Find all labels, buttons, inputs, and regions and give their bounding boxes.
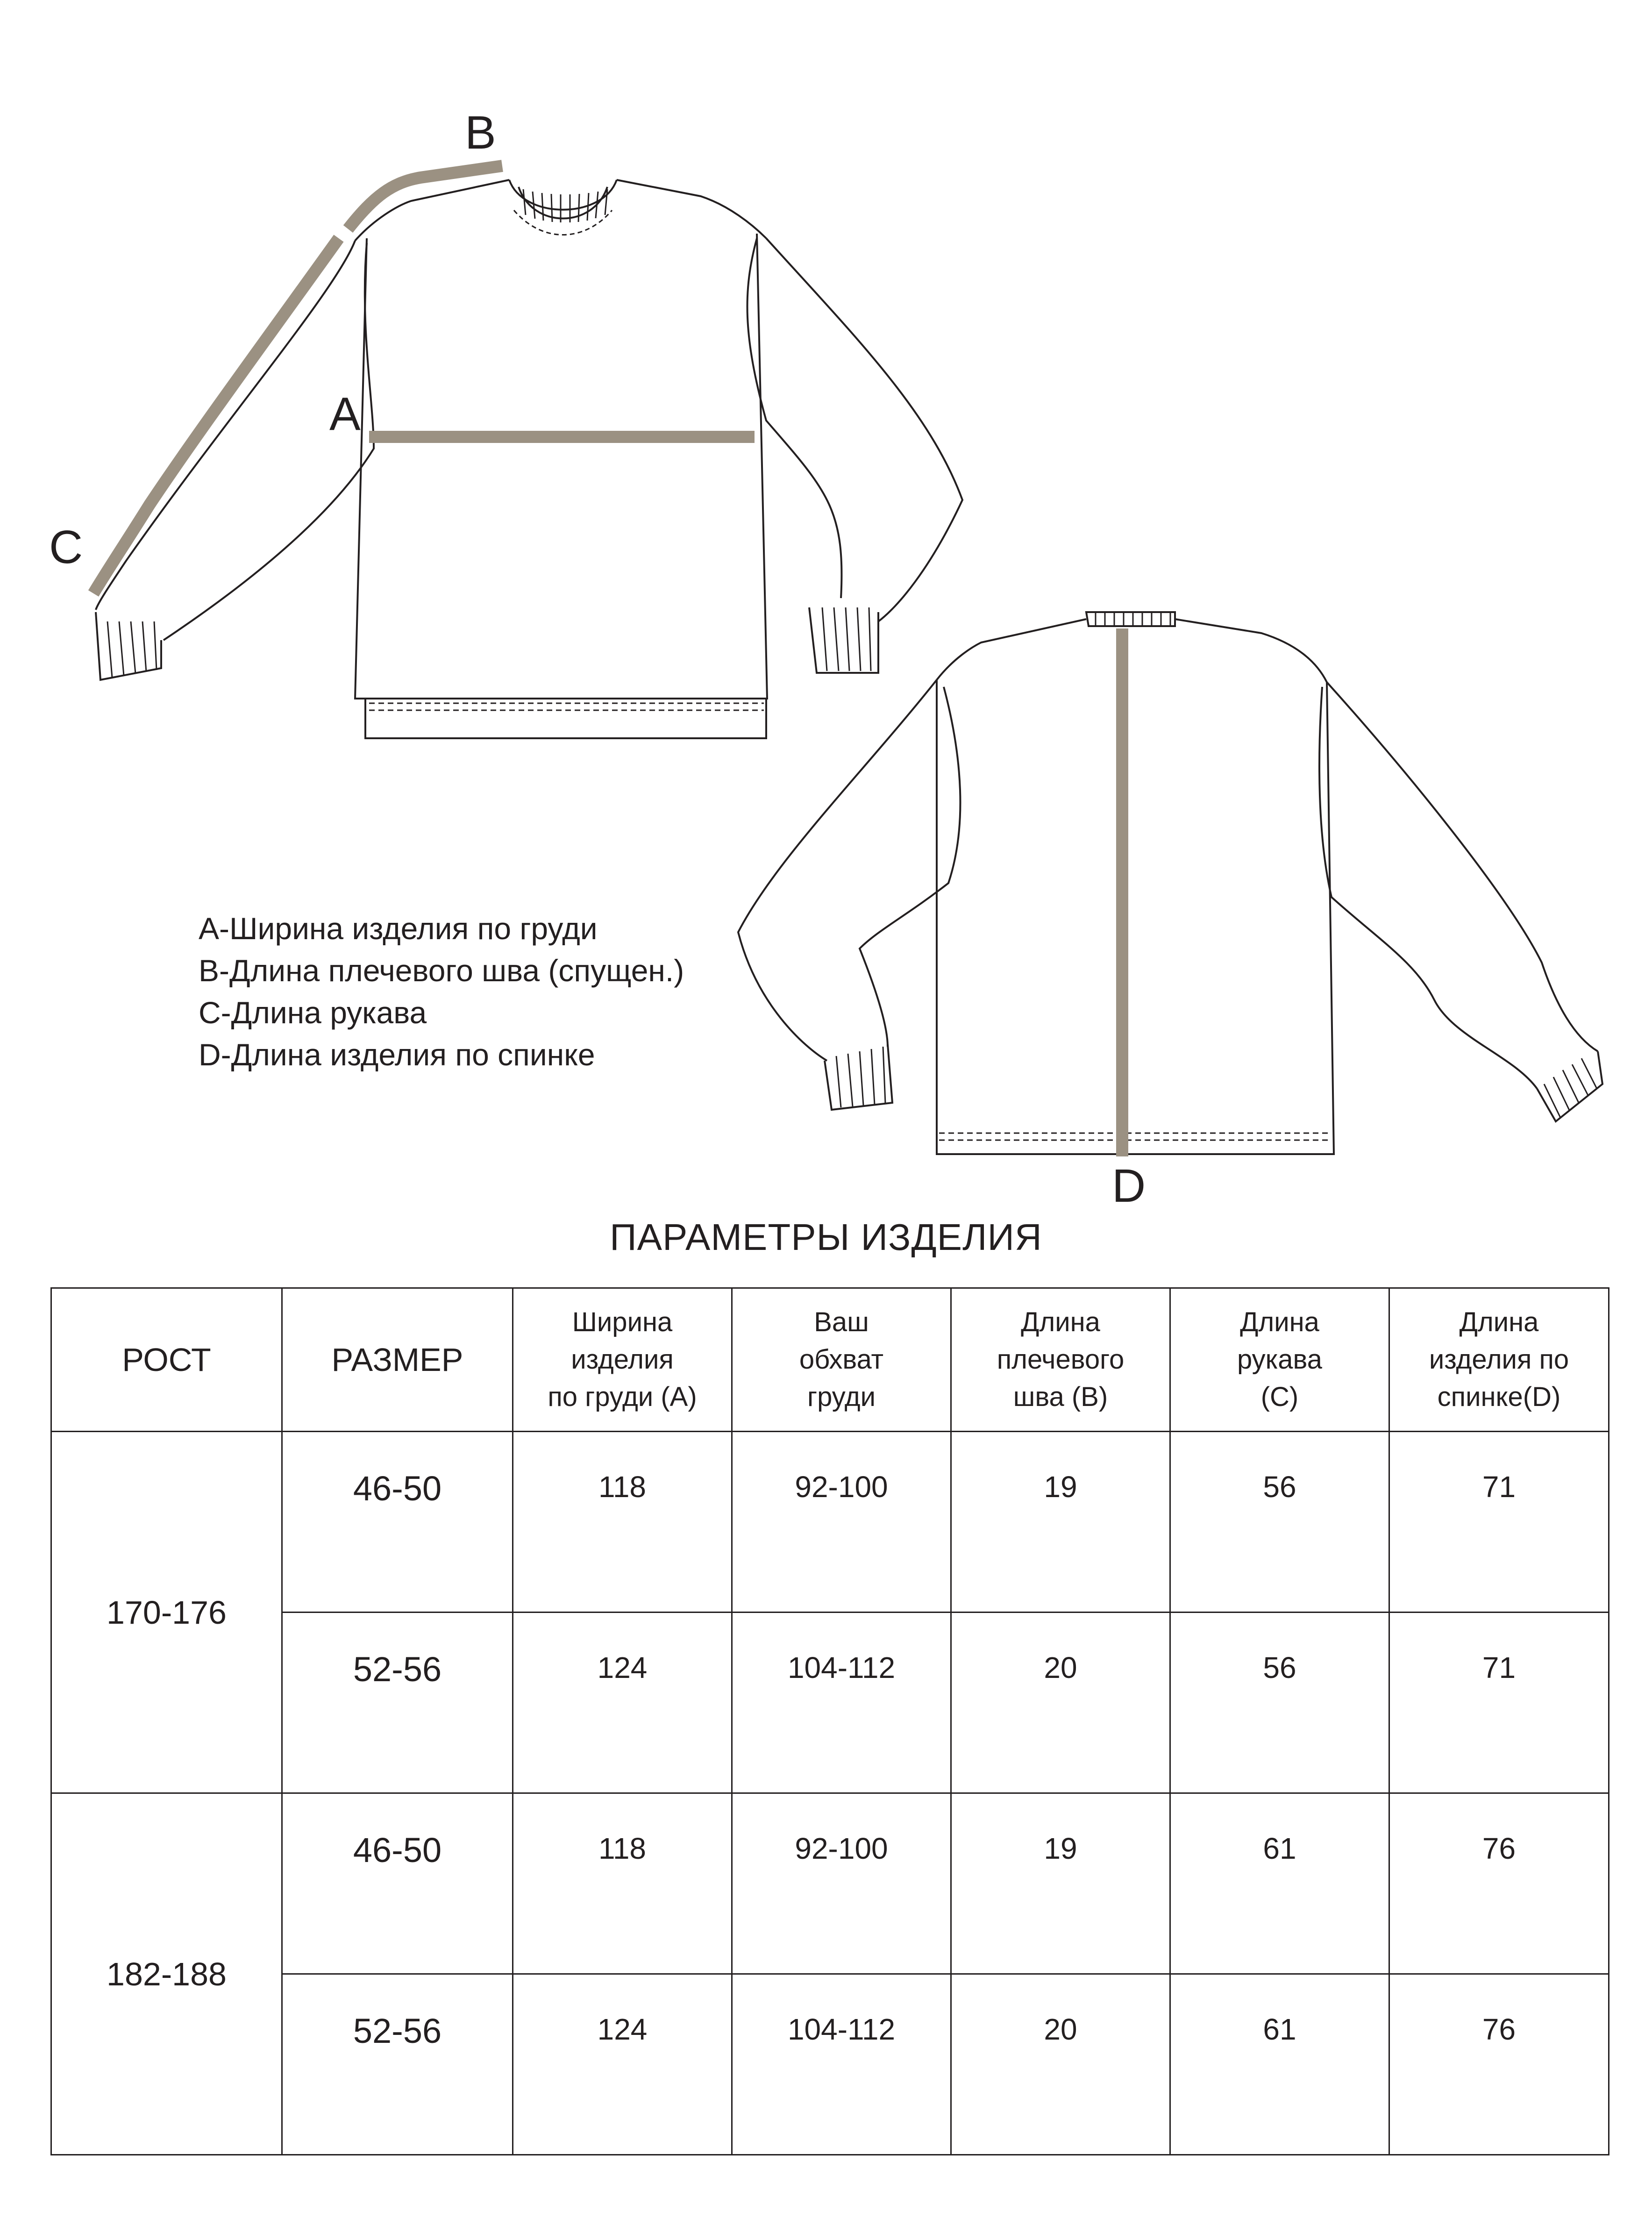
header-chest-girth: Ваш обхват груди xyxy=(732,1288,951,1432)
header-height: РОСТ xyxy=(51,1288,282,1432)
label-a: A xyxy=(329,388,361,440)
front-right-cuff xyxy=(809,607,878,673)
back-length-cell: 71 xyxy=(1389,1432,1609,1613)
size-table xyxy=(50,1287,1609,2155)
chest-width-cell: 118 xyxy=(513,1793,732,1974)
table-row xyxy=(51,1974,1609,2155)
shoulder-cell: 20 xyxy=(951,1613,1170,1793)
shoulder-cell: 20 xyxy=(951,1974,1170,2155)
measurement-legend xyxy=(199,907,684,1076)
chest-girth-cell: 104-112 xyxy=(732,1974,951,2155)
back-length-cell: 76 xyxy=(1389,1793,1609,1974)
front-body-outline xyxy=(355,234,767,699)
height-cell: 170-176 xyxy=(51,1432,282,1793)
size-cell: 52-56 xyxy=(282,1613,513,1793)
back-left-cuff xyxy=(825,1044,892,1110)
header-shoulder: Длина плечевого шва (B) xyxy=(951,1288,1170,1432)
table-row xyxy=(51,1613,1609,1793)
header-chest-width: Ширина изделия по груди (A) xyxy=(513,1288,732,1432)
label-b: B xyxy=(465,107,496,159)
size-cell: 46-50 xyxy=(282,1432,513,1613)
chest-width-cell: 124 xyxy=(513,1974,732,2155)
front-measure-lines xyxy=(93,166,755,593)
back-shoulder-line xyxy=(937,619,1327,682)
table-title: ПАРАМЕТРЫ ИЗДЕЛИЯ xyxy=(610,1216,1042,1258)
chest-girth-cell: 104-112 xyxy=(732,1613,951,1793)
height-cell: 182-188 xyxy=(51,1793,282,2155)
shoulder-cell: 19 xyxy=(951,1793,1170,1974)
label-d: D xyxy=(1112,1160,1146,1212)
back-right-sleeve xyxy=(1319,682,1598,1089)
back-length-cell: 76 xyxy=(1389,1974,1609,2155)
sleeve-cell: 56 xyxy=(1170,1432,1389,1613)
chest-girth-cell: 92-100 xyxy=(732,1432,951,1613)
front-view xyxy=(96,180,962,738)
legend-item-a: A-Ширина изделия по груди xyxy=(199,911,598,946)
header-back-length: Длина изделия по спинке(D) xyxy=(1389,1288,1609,1432)
chest-width-cell: 124 xyxy=(513,1613,732,1793)
table-header-row xyxy=(51,1288,1609,1432)
size-cell: 52-56 xyxy=(282,1974,513,2155)
table-row xyxy=(51,1793,1609,1974)
label-c: C xyxy=(49,521,83,573)
legend-item-c: C-Длина рукава xyxy=(199,995,427,1030)
front-left-sleeve xyxy=(96,241,374,640)
back-view xyxy=(738,612,1602,1154)
back-length-cell: 71 xyxy=(1389,1613,1609,1793)
front-left-cuff xyxy=(96,612,161,680)
back-body-outline xyxy=(937,680,1334,1154)
header-size: РАЗМЕР xyxy=(282,1288,513,1432)
measure-line-c xyxy=(93,238,339,593)
size-cell: 46-50 xyxy=(282,1793,513,1974)
legend-item-b: B-Длина плечевого шва (спущен.) xyxy=(199,953,684,988)
sleeve-cell: 61 xyxy=(1170,1974,1389,2155)
shoulder-cell: 19 xyxy=(951,1432,1170,1613)
table-row xyxy=(51,1432,1609,1613)
sleeve-cell: 61 xyxy=(1170,1793,1389,1974)
sleeve-cell: 56 xyxy=(1170,1613,1389,1793)
legend-item-d: D-Длина изделия по спинке xyxy=(199,1037,595,1072)
chest-girth-cell: 92-100 xyxy=(732,1793,951,1974)
header-sleeve: Длина рукава (C) xyxy=(1170,1288,1389,1432)
back-left-sleeve xyxy=(738,680,960,1061)
front-right-sleeve xyxy=(748,238,962,621)
front-hem xyxy=(365,699,766,738)
chest-width-cell: 118 xyxy=(513,1432,732,1613)
